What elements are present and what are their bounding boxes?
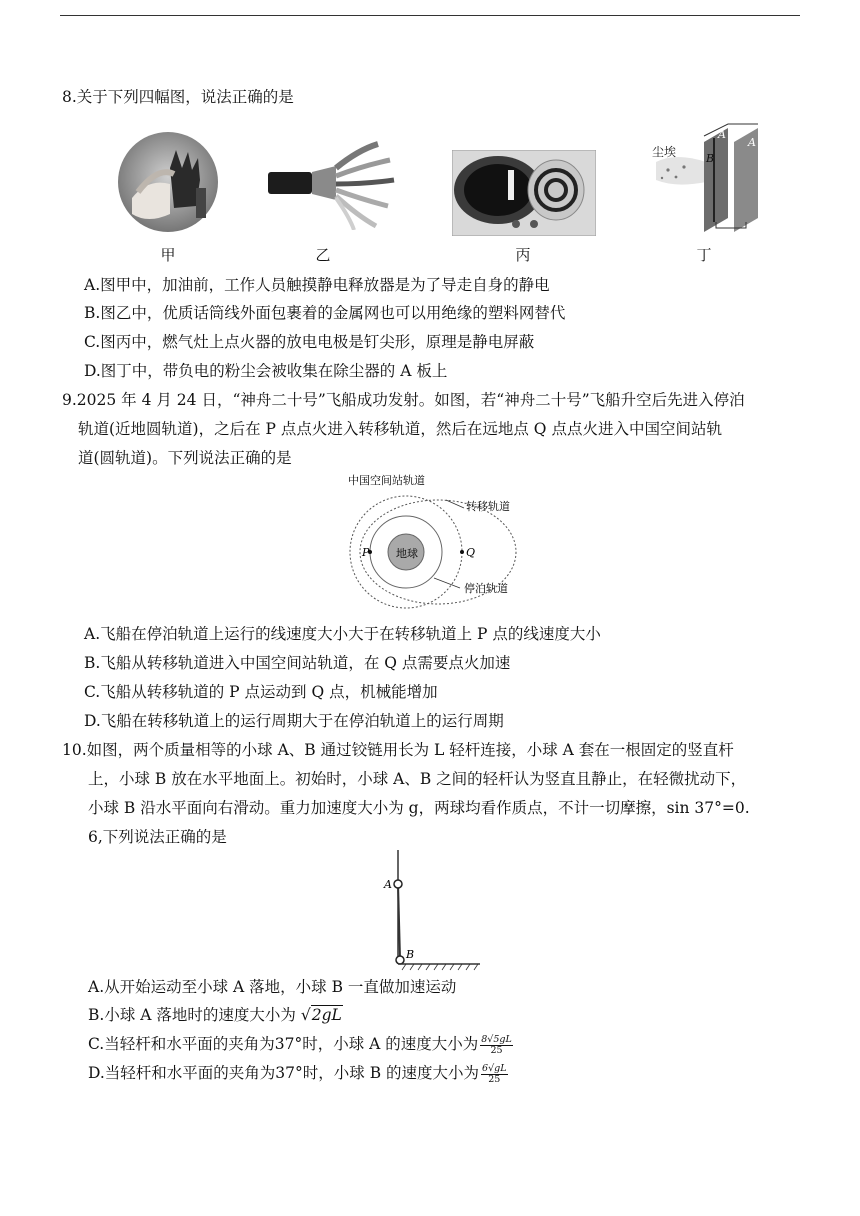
fig-orbits: [336, 470, 536, 610]
q10-option-d: [88, 1062, 508, 1085]
q8-option-d: D.图丁中，带负电的粉尘会被收集在除尘器的 A 板上: [84, 362, 448, 380]
fig-ding-precipitator: [646, 122, 766, 234]
ball-b: [396, 956, 404, 964]
q9-stem-line3: 道(圆轨道)。下列说法正确的是: [78, 449, 292, 467]
q10-stem-line3: 小球 B 沿水平面向右滑动。重力加速度大小为 g，两球均看作质点，不计一切摩擦，sin 37°=0.: [88, 799, 750, 817]
q9-option-c: C.飞船从转移轨道的 P 点运动到 Q 点，机械能增加: [84, 683, 438, 701]
p-label: P: [362, 546, 370, 559]
q-label: Q: [466, 546, 476, 559]
q10-stem-line4: 6,下列说法正确的是: [88, 828, 227, 846]
ball-a-label: A: [384, 878, 392, 891]
caption-jia: 甲: [160, 246, 176, 264]
frac-d-num: 6√gL: [482, 1062, 507, 1074]
plate-a-label-1: A: [718, 128, 726, 141]
q9-option-a: A.飞船在停泊轨道上运行的线速度大小大于在转移轨道上 P 点的线速度大小: [84, 625, 601, 643]
q8-option-c: C.图丙中，燃气灶上点火器的放电电极是钉尖形，原理是静电屏蔽: [84, 333, 535, 351]
frac-c-num: 8√5gL: [481, 1033, 512, 1045]
q10-option-a: A.从开始运动至小球 A 落地，小球 B 一直做加速运动: [88, 978, 457, 996]
caption-bing: 丙: [515, 246, 531, 264]
q8-option-b: B.图乙中，优质话筒线外面包裹着的金属网也可以用绝缘的塑料网替代: [84, 304, 566, 322]
header-rule: [60, 15, 800, 16]
station-orbit-label: 中国空间站轨道: [348, 474, 425, 487]
q10-option-b-expr: 2gL: [311, 1006, 342, 1024]
earth-label: 地球: [396, 547, 418, 560]
q10-option-c-text: C.当轻杆和水平面的夹角为37°时，小球 A 的速度大小为: [88, 1035, 479, 1053]
q9-option-d: D.飞船在转移轨道上的运行周期大于在停泊轨道上的运行周期: [84, 712, 504, 730]
q9-stem-line2: 轨道(近地圆轨道)，之后在 P 点点火进入转移轨道，然后在远地点 Q 点点火进入中国空间站轨: [78, 420, 722, 438]
q8-option-a: A.图甲中，加油前，工作人员触摸静电释放器是为了导走自身的静电: [84, 276, 550, 294]
frac-d-den: 25: [488, 1073, 501, 1085]
q10-option-d-text: D.当轻杆和水平面的夹角为37°时，小球 B 的速度大小为: [88, 1064, 480, 1082]
plate-a-label-2: A: [748, 136, 756, 149]
transfer-orbit-label: 转移轨道: [466, 500, 510, 513]
q9-option-b: B.飞船从转移轨道进入中国空间站轨道，在 Q 点需要点火加速: [84, 654, 511, 672]
q10-option-b: [88, 1004, 343, 1026]
q10-option-d-fraction: [481, 1064, 508, 1085]
fig-rod-balls: [376, 850, 486, 972]
fig-bing-gas-stove: [452, 150, 596, 236]
caption-yi: 乙: [315, 246, 331, 264]
electrode-b-label: B: [706, 152, 715, 165]
q10-stem-line1: 10.如图，两个质量相等的小球 A、B 通过铰链用长为 L 轻杆连接，小球 A 套在一根固定的竖直杆: [62, 741, 734, 759]
sqrt-symbol: √: [300, 1006, 311, 1024]
caption-ding: 丁: [696, 246, 712, 264]
parking-orbit-label: 停泊轨道: [464, 582, 508, 595]
frac-c-den: 25: [490, 1044, 503, 1056]
ball-a: [394, 880, 402, 888]
q10-option-c: [88, 1033, 513, 1056]
ball-b-label: B: [406, 948, 415, 961]
dust-label: 尘埃: [652, 145, 677, 159]
q8-stem: 8.关于下列四幅图，说法正确的是: [62, 88, 294, 106]
fig-jia-static-discharger: [118, 128, 218, 236]
q10-stem-line2: 上，小球 B 放在水平地面上。初始时，小球 A、B 之间的轻杆认为竖直且静止，在轻微扰动下，: [88, 770, 747, 788]
q9-stem-line1: 9.2025 年 4 月 24 日，“神舟二十号”飞船成功发射。如图，若“神舟二十号”飞船升空后先进入停泊: [62, 391, 745, 409]
fig-yi-shielded-cable: [266, 140, 398, 230]
q10-option-b-text: B.小球 A 落地时的速度大小为: [88, 1006, 296, 1024]
q10-option-c-fraction: [480, 1035, 513, 1056]
